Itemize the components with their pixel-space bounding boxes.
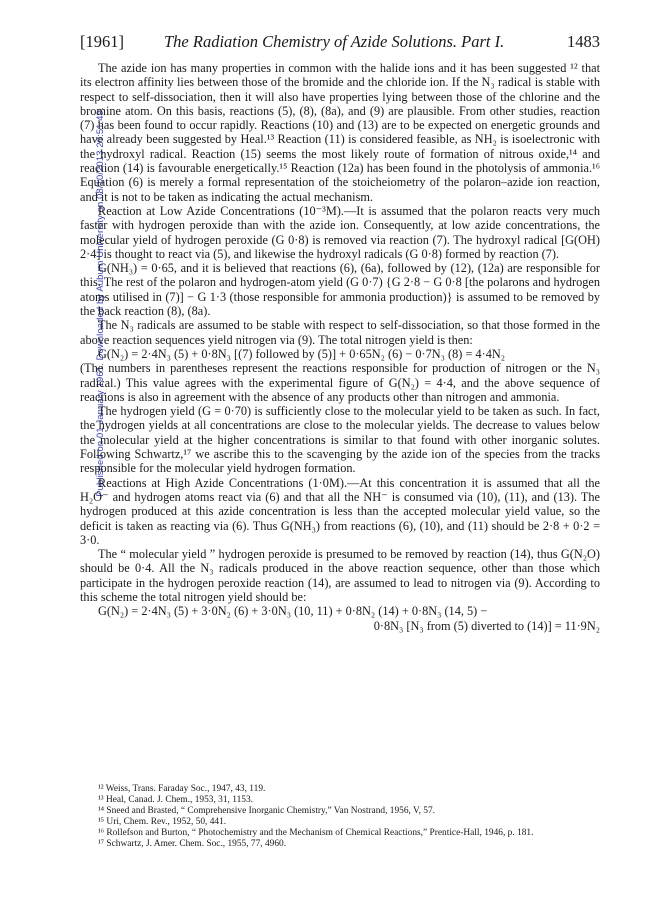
reference-13: ¹³ Heal, Canad. J. Chem., 1953, 31, 1153. xyxy=(98,795,253,805)
reference-15: ¹⁵ Uri, Chem. Rev., 1952, 50, 441. xyxy=(98,817,227,827)
reference-12: ¹² Weiss, Trans. Faraday Soc., 1947, 43, 119. xyxy=(98,784,266,794)
article-body xyxy=(80,61,600,633)
equation-nitrogen-high-line2: 0·8N₃ [N₃ from (5) diverted to (14)] = 11·9N₂ xyxy=(373,618,600,633)
reference-14: ¹⁴ Sneed and Brasted, “ Comprehensive Inorganic Chemistry,” Van Nostrand, 1956, V, 57. xyxy=(98,806,436,816)
running-header xyxy=(80,28,600,54)
paragraph-molecular-yield: The “ molecular yield ” hydrogen peroxide is presumed to be removed by reaction (14), thus G(N₂O) should be 0·4. All the N₃ radicals produced in the above reaction sequence, other than those which participate in the hydrogen peroxide reaction (14), are assumed to lead to nitrogen via (9). According to this scheme the total nitrogen yield should be: xyxy=(80,547,600,604)
header-title: The Radiation Chemistry of Azide Solutions. Part I. xyxy=(164,32,505,51)
paragraph-numbers-note: (The numbers in parentheses represent the reactions responsible for production of nitrogen or the N₃ radical.) This value agrees with the experimental figure of G(N₂) = 4·4, and the above sequence of reactions is also in agreement with the absence of any products other than nitrogen and ammonia. xyxy=(80,361,600,404)
download-watermark: Published on 01 January 1961. Downloaded by Auburn University on 08/10/2013 20:51:49. xyxy=(94,107,105,497)
reference-17: ¹⁷ Schwartz, J. Amer. Chem. Soc., 1955, 77, 4960. xyxy=(98,839,287,849)
paragraph-high-concentration: Reactions at High Azide Concentrations (1·0M).—At this concentration it is assumed that all the H₂O⁻ and hydrogen atoms react via (6) and that all the NH⁻ is consumed via (10), (11), and (13). The hydrogen produced at this azide concentration is less than the accepted molecular yield value, so the deficit is taken as reacting via (6). Thus G(NH₃) from reactions (6), (10), and (11) should be 2·8 + 0·2 = 3·0. xyxy=(80,475,600,547)
page-number: 1483 xyxy=(567,32,600,51)
equation-nitrogen-low: G(N₂) = 2·4N₃ (5) + 0·8N₃ [(7) followed by (5)] + 0·65N₂ (6) − 0·7N₃ (8) = 4·4N₂ xyxy=(98,346,506,361)
paragraph-ammonia-yield: G(NH₃) = 0·65, and it is believed that reactions (6), (6a), followed by (12), (12a) are responsible for this. The rest of the polaron and hydrogen-atom yield (G 0·7) {G 2·8 − G 0·8 [the polarons and hydrogen atoms utilised in (7)] − G 1·3 (those responsible for ammonia production)} is assumed to be removed by the back reaction (8), (8a). xyxy=(80,261,600,319)
paragraph-azide-properties: The azide ion has many properties in common with the halide ions and it has been suggested ¹² that its electron affinity lies between those of the bromide and the chloride ion. If the N₃ radical is stable with respect to self-dissociation, then it will also have properties lying between those of the chlorine and the bromine atom. On this basis, reactions (5), (8), (8a), and (9) are plausible. From other studies, reaction (7) has been found to occur rapidly. Reactions (10) and (13) are to be expected on energetic grounds and have already been suggested by Heal.¹³ Reaction (11) is considered feasible, as NH₂ is isoelectronic with the hydroxyl radical. Reaction (15) seems the most likely route of formation of nitrous oxide,¹⁴ and reaction (14) is favourable energetically.¹⁵ Reaction (12a) has been found in the photolysis of ammonia.¹⁶ Equation (6) is merely a formal representation of the stoicheiometry of the polaron–azide ion reaction, and it is not to be taken as indicating the actual mechanism. xyxy=(80,61,600,204)
footnote-references xyxy=(80,784,600,850)
equation-nitrogen-high-line1: G(N₂) = 2·4N₃ (5) + 3·0N₂ (6) + 3·0N₃ (10, 11) + 0·8N₂ (14) + 0·8N₃ (14, 5) − xyxy=(98,604,488,619)
paragraph-low-concentration: Reaction at Low Azide Concentrations (10⁻³M).—It is assumed that the polaron reacts very much faster with hydrogen peroxide than with the azide ion. Consequently, at low azide concentrations, the molecular yield of hydrogen peroxide (G 0·8) is removed via reaction (7). The hydroxyl radical [G(OH) 2·4] is thought to react via (5), and likewise the hydroxyl radicals (G 0·8) formed by reaction (7). xyxy=(80,203,600,261)
paragraph-hydrogen-yield: The hydrogen yield (G = 0·70) is sufficiently close to the molecular yield to be taken as such. In fact, the hydrogen yields at all concentrations are close to the molecular yields. The decrease to values below the molecular yield at the higher concentrations is similar to that found with other inorganic solutes. Following Schwartz,¹⁷ we ascribe this to the scavenging by the azide ion of the species from the tracks responsible for the molecular yield hydrogen formation. xyxy=(80,404,600,476)
header-year: [1961] xyxy=(80,32,124,51)
reference-16: ¹⁶ Rollefson and Burton, “ Photochemistry and the Mechanism of Chemical Reactions,” Prentice-Hall, 1946, p. 181. xyxy=(98,828,534,838)
paragraph-n3-radicals: The N₃ radicals are assumed to be stable with respect to self-dissociation, so that those formed in the above reaction sequences yield nitrogen via (9). The total nitrogen yield is then: xyxy=(80,318,600,347)
